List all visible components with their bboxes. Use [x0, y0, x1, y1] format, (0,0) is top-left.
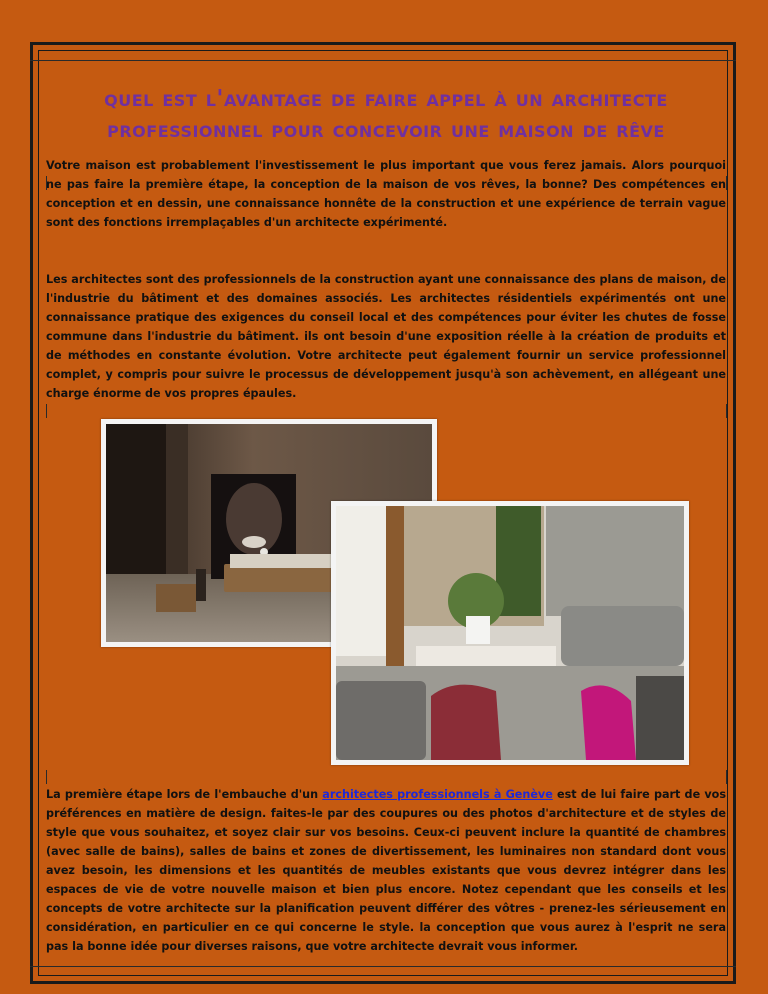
border-tick — [726, 404, 727, 418]
paragraph-hiring-text-start: La première étape lors de l'embauche d'un — [46, 788, 323, 801]
article — [46, 84, 726, 956]
border-tick — [726, 176, 727, 190]
living-room-photo — [331, 501, 689, 765]
border-rule-top — [30, 60, 736, 61]
paragraph-hiring — [46, 785, 726, 956]
paragraph-intro: Votre maison est probablement l'investissement le plus important que vous ferez jamais. Alors pourquoi ne pas faire la première étape, la conception de la maison de vos rêves, la bonne? Des compétences en conception et en dessin, une connaissance honnête de la construction et une expérience de terrain vague sont des fonctions irremplaçables d'un architecte expérimenté. — [46, 159, 726, 229]
article-title: quel est l'avantage de faire appel à un architecte professionnel pour concevoir une maison de rêve — [104, 86, 668, 143]
paragraph-hiring-text-end: est de lui faire part de vos préférences en matière de design. faites-le par des coupures ou des photos d'architecture et de styles de style que vous souhaitez, et soyez clair sur vos besoins. Ceux-ci peuvent inclure la quantité de chambres (avec salle de bains), salles de bains et zones de divertissement, les luminaires non standard dont vous avez besoin, les dimensions et les quantités de meubles existants que vous devrez intégrer dans les espaces de vie de votre nouvelle maison et bien plus encore. Notez cependant que les conseils et les concepts de votre architecte sur la planification peuvent différer des vôtres - prenez-les sérieusement en considération, en particulier en ce qui concerne le style. la conception que vous aurez à l'esprit ne sera pas la bonne idée pour diverses raisons, que votre architecte devrait vous informer. — [46, 788, 726, 953]
paragraph-architects: Les architectes sont des professionnels de la construction ayant une connaissance des plans de maison, de l'industrie du bâtiment et des domaines associés. Les architectes résidentiels expérimentés ont une connaissance pratique des exigences du conseil local et des compétences pour éviter les chutes de fosse commune dans l'industrie du bâtiment. ils ont besoin d'une exposition réelle à la création de produits et de méthodes en constante évolution. Votre architecte peut également fournir un service professionnel complet, y compris pour suivre le processus de développement jusqu'à son achèvement, en allégeant une charge énorme de vos propres épaules. — [46, 273, 726, 400]
border-rule-bottom — [30, 966, 736, 967]
border-tick — [726, 770, 727, 784]
photo-collage — [46, 419, 726, 765]
architects-geneva-link[interactable]: architectes professionnels à Genève — [322, 788, 553, 801]
